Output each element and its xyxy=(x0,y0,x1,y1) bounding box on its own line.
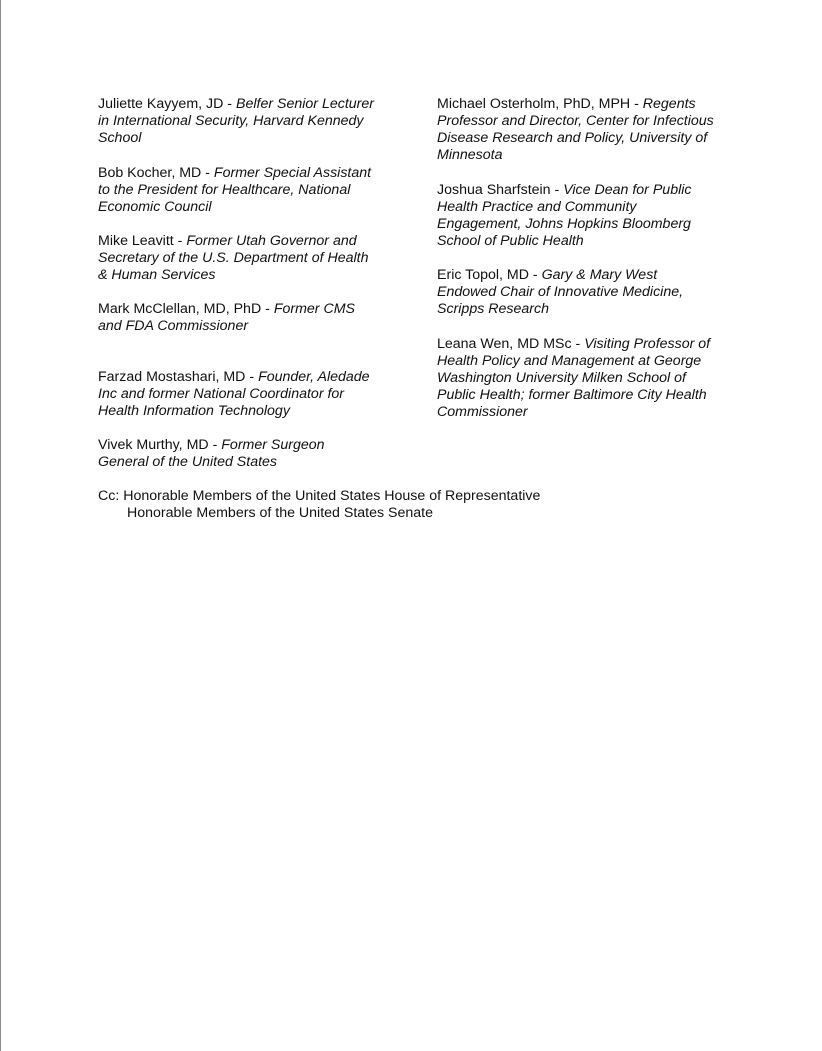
cc-block xyxy=(98,488,718,522)
signatory-name: Leana Wen, MD MSc - xyxy=(437,336,581,352)
signatory-name: Bob Kocher, MD - xyxy=(98,165,210,181)
signatory-entry xyxy=(98,96,398,147)
signatory-entry xyxy=(98,165,398,216)
signatory-title-line: Gary & Mary West xyxy=(541,267,658,283)
signatory-name: Eric Topol, MD - xyxy=(437,267,538,283)
signatory-title-line: Minnesota xyxy=(437,147,503,163)
signatory-title-line: and FDA Commissioner xyxy=(98,318,249,334)
signatory-title-line: Scripps Research xyxy=(437,301,549,317)
signatory-title-line: School xyxy=(98,130,142,146)
signatory-name: Juliette Kayyem, JD - xyxy=(98,96,233,112)
signatory-title-line: Inc and former National Coordinator for xyxy=(98,386,345,402)
signatory-title-line: to the President for Healthcare, National xyxy=(98,182,351,198)
signatory-name: Mike Leavitt - xyxy=(98,233,183,249)
signatory-title-line: Vice Dean for Public xyxy=(563,182,692,198)
signatory-entry xyxy=(437,96,737,164)
signatory-entry xyxy=(98,301,398,335)
signatory-title-line: Disease Research and Policy, University of xyxy=(437,130,708,146)
signatory-entry xyxy=(98,437,398,471)
signatory-title-line: School of Public Health xyxy=(437,233,584,249)
signatory-title-line: Former Utah Governor and xyxy=(186,233,357,249)
signatory-title-line: Health Practice and Community xyxy=(437,199,637,215)
signatory-entry xyxy=(98,369,398,420)
signatory-title-line: Endowed Chair of Innovative Medicine, xyxy=(437,284,684,300)
signatory-name: Michael Osterholm, PhD, MPH - xyxy=(437,96,639,112)
signatory-title-line: Health Policy and Management at George xyxy=(437,353,702,369)
signatory-title-line: & Human Services xyxy=(98,267,216,283)
signatory-title-line: Former Special Assistant xyxy=(213,165,372,181)
signatory-title-line: Washington University Milken School of xyxy=(437,370,686,386)
signatory-entry xyxy=(98,233,398,284)
signatory-title-line: Former CMS xyxy=(273,301,355,317)
signatory-title-line: in International Security, Harvard Kennedy xyxy=(98,113,364,129)
signatory-title-line: Secretary of the U.S. Department of Health xyxy=(98,250,369,266)
signatory-title-line: General of the United States xyxy=(98,454,278,470)
signatory-title-line: Visiting Professor of xyxy=(584,336,711,352)
signatory-name: Joshua Sharfstein - xyxy=(437,182,560,198)
signatory-title-line: Commissioner xyxy=(437,404,528,420)
signatory-entry xyxy=(437,336,737,421)
signatory-title-line: Founder, Aledade xyxy=(258,369,370,385)
cc-line-senate: Honorable Members of the United States Senate xyxy=(127,505,433,521)
signatory-entry xyxy=(437,182,737,250)
signatory-title-line: Belfer Senior Lecturer xyxy=(236,96,375,112)
signatory-title-line: Engagement, Johns Hopkins Bloomberg xyxy=(437,216,691,232)
signatory-name: Farzad Mostashari, MD - xyxy=(98,369,255,385)
signatory-title-line: Health Information Technology xyxy=(98,403,290,419)
signatory-title-line: Economic Council xyxy=(98,199,212,215)
signatory-title-line: Former Surgeon xyxy=(221,437,325,453)
signatory-title-line: Professor and Director, Center for Infectious xyxy=(437,113,714,129)
cc-line-house: Cc: Honorable Members of the United States House of Representative xyxy=(98,488,541,504)
signatory-name: Vivek Murthy, MD - xyxy=(98,437,218,453)
signatory-name: Mark McClellan, MD, PhD - xyxy=(98,301,270,317)
signatory-entry xyxy=(437,267,737,318)
signatory-title-line: Public Health; former Baltimore City Health xyxy=(437,387,707,403)
signatory-title-line: Regents xyxy=(642,96,696,112)
